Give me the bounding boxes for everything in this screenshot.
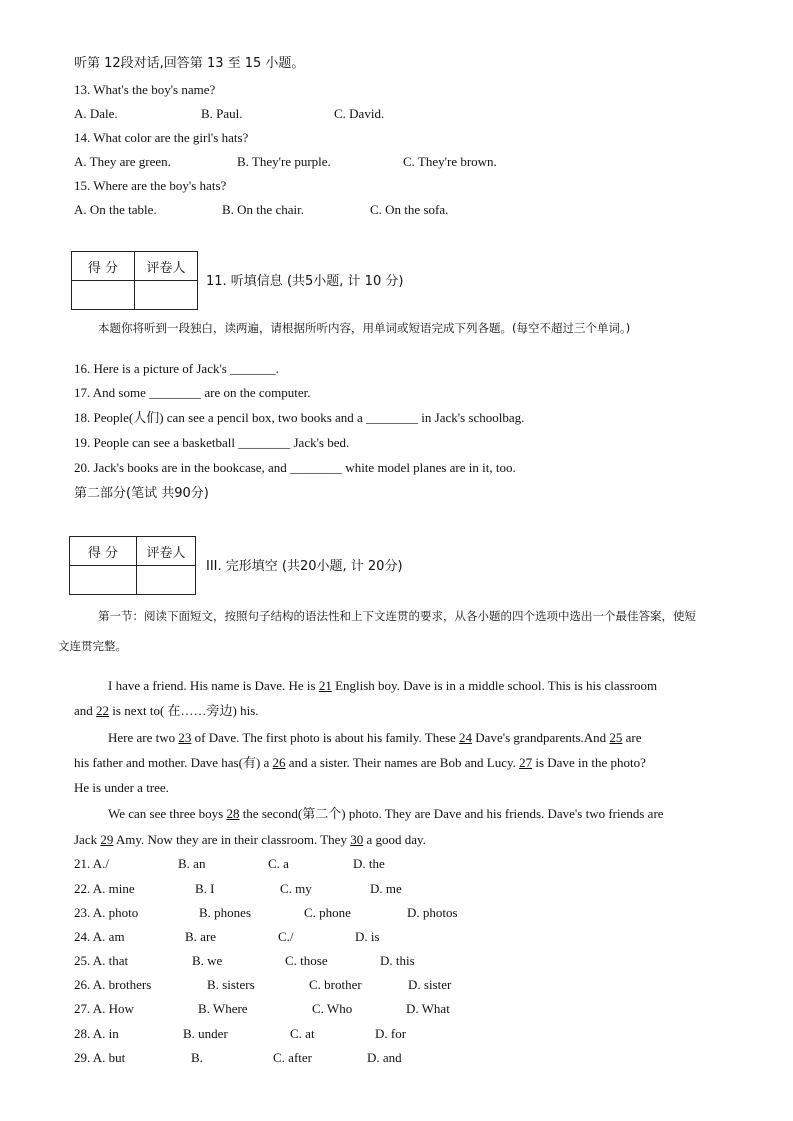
passage-line: and 22 is next to( 在……旁边) his. [74,703,259,718]
question-15-options [74,202,574,218]
question-15: 15. Where are the boy's hats? [74,178,227,193]
choice-row-22: 22. A. mine B. I C. my D. me [74,881,402,896]
score-cell [70,566,137,595]
option-c: C. David. [334,106,385,121]
choice-row-25: 25. A. that B. we C. those D. this [74,953,415,968]
fill-item-20: 20. Jack's books are in the bookcase, and ________ white model planes are in it, too. [74,460,516,475]
fill-item-17: 17. And some ________ are on the computer. [74,385,311,400]
section-instruction: 本题你将听到一段独白，读两遍，请根据所听内容，用单词或短语完成下列各题。(每空不超过三个单词。) [98,321,631,335]
choice-row-21: 21. A./ B. an C. a D. the [74,856,385,871]
blank-28: 28 [226,806,240,821]
question-14-options [74,154,574,170]
grader-header: 评卷人 [135,252,198,281]
passage-line: We can see three boys 28 the second(第二个) photo. They are Dave and his friends. Dave's two friends are [108,806,664,821]
question-14: 14. What color are the girl's hats? [74,130,249,145]
blank-26: 26 [272,755,286,770]
passage-line: He is under a tree. [74,780,169,795]
section-instruction: 第一节：阅读下面短文，按照句子结构的语法性和上下文连贯的要求，从各小题的四个选项中选出一个最佳答案，使短 [98,609,696,623]
score-cell [72,281,135,310]
blank-30: 30 [350,832,364,847]
question-13-options [74,106,574,122]
score-header: 得 分 [70,537,137,566]
option-a: A. They are green. [74,154,171,169]
choice-row-24: 24. A. am B. are C./ D. is [74,929,380,944]
section-title: 11. 听填信息 (共5小题, 计 10 分) [206,274,404,289]
grader-cell [137,566,196,595]
grader-header: 评卷人 [137,537,196,566]
option-b: B. They're purple. [237,154,331,169]
section-instruction-cont: 文连贯完整。 [58,639,127,653]
blank-27: 27 [519,755,533,770]
listening-intro: 听第 12段对话,回答第 13 至 15 小题。 [74,56,305,71]
fill-item-18: 18. People(人们) can see a pencil box, two books and a ________ in Jack's schoolbag. [74,410,525,425]
part-heading: 第二部分(笔试 共90分) [74,486,209,501]
blank-21: 21 [318,678,332,693]
option-c: C. On the sofa. [370,202,449,217]
option-b: B. Paul. [201,106,243,121]
option-a: A. Dale. [74,106,118,121]
fill-item-19: 19. People can see a basketball ________ Jack's bed. [74,435,350,450]
blank-25: 25 [609,730,623,745]
fill-item-16: 16. Here is a picture of Jack's _______. [74,361,279,376]
score-table [69,536,196,595]
choice-row-27: 27. A. How B. Where C. Who D. What [74,1001,450,1016]
choice-row-28: 28. A. in B. under C. at D. for [74,1026,407,1041]
score-header: 得 分 [72,252,135,281]
option-a: A. On the table. [74,202,157,217]
passage-line: Jack 29 Amy. Now they are in their classroom. They 30 a good day. [74,832,426,847]
blank-23: 23 [178,730,192,745]
blank-22: 22 [96,703,110,718]
option-b: B. On the chair. [222,202,304,217]
option-c: C. They're brown. [403,154,497,169]
section-title: III. 完形填空 (共20小题, 计 20分) [206,559,403,574]
passage-line: I have a friend. His name is Dave. He is 21 English boy. Dave is in a middle school. This is his classroom [108,678,658,693]
choice-row-23: 23. A. photo B. phones C. phone D. photos [74,905,458,920]
choice-row-26: 26. A. brothers B. sisters C. brother D. sister [74,977,452,992]
blank-24: 24 [459,730,473,745]
blank-29: 29 [100,832,114,847]
passage-line: his father and mother. Dave has(有) a 26 and a sister. Their names are Bob and Lucy. 27 is Dave in the photo? [74,755,646,770]
question-13: 13. What's the boy's name? [74,82,216,97]
passage-line: Here are two 23 of Dave. The first photo is about his family. These 24 Dave's grandparents.And 25 are [108,730,642,745]
choice-row-29: 29. A. but B. C. after D. and [74,1050,402,1065]
grader-cell [135,281,198,310]
score-table [71,251,198,310]
